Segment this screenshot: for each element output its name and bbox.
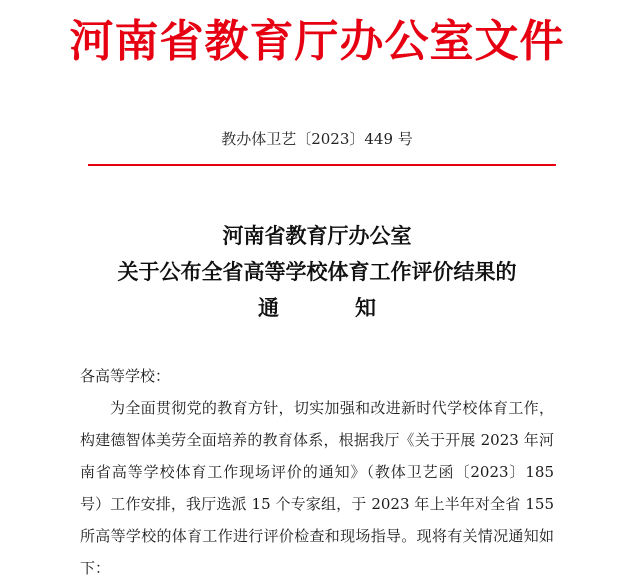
header-divider-rule [88,164,556,166]
notice-title [0,218,634,326]
document-body [80,360,554,584]
document-header-title: 河南省教育厅办公室文件 [69,16,565,67]
notice-title-word-zhi: 知 [355,295,376,320]
notice-title-line3 [0,290,634,326]
notice-title-line2: 关于公布全省高等学校体育工作评价结果的 [117,259,517,284]
document-number: 教办体卫艺〔2023〕449 号 [221,130,413,148]
body-paragraph: 为全面贯彻党的教育方针，切实加强和改进新时代学校体育工作，构建德智体美劳全面培养的教育体系，根据我厅《关于开展 2023 年河南省高等学校体育工作现场评价的通知》（教体卫艺函〔2023〕185 号）工作安排，我厅选派 15 个专家组，于 2023 年上半年对全省 155 所高等学校的体育工作进行评价检查和现场指导。现将有关情况通知如下： [80,399,554,577]
notice-title-word-tong: 通 [258,295,279,320]
salutation: 各高等学校： [80,367,171,385]
notice-title-line1: 河南省教育厅办公室 [222,223,412,248]
